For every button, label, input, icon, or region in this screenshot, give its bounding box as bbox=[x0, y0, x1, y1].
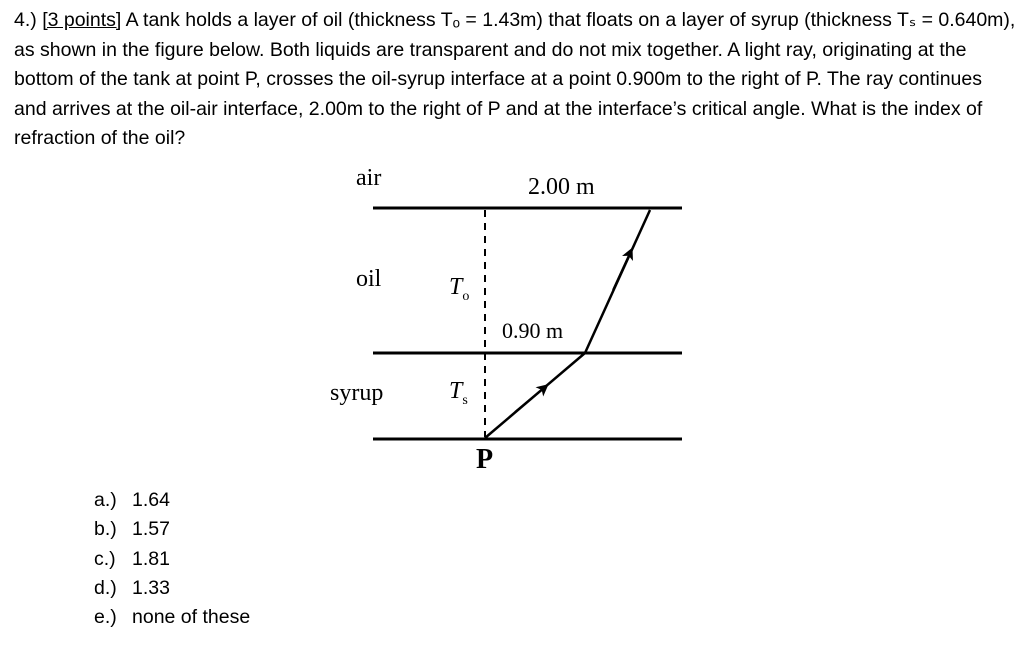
air-label: air bbox=[356, 165, 382, 191]
question-body: A tank holds a layer of oil (thickness Tₒ = 1.43m) that floats on a layer of syrup (thickness Tₛ = 0.640m), as shown in the figure below. Both liquids are transparent and do not mix together. A light ray, originating at the bottom of the tank at point P, crosses the oil-syrup interface at a point 0.900m to the right of P. The ray continues and arrives at the oil-air interface, 2.00m to the right of P and at the interface’s critical angle. What is the index of refraction of the oil? bbox=[14, 9, 1016, 149]
distance-label-mid: 0.90 m bbox=[502, 318, 564, 343]
question-text-block bbox=[14, 6, 1019, 154]
question-points: [3 points] bbox=[42, 9, 122, 31]
answer-option bbox=[94, 515, 250, 544]
answer-option bbox=[94, 545, 250, 574]
oil-thickness-label: $T_o$ bbox=[449, 274, 470, 304]
answer-option bbox=[94, 486, 250, 515]
option-letter: d.) bbox=[94, 576, 117, 599]
option-text: 1.33 bbox=[132, 576, 170, 599]
option-letter: e.) bbox=[94, 606, 117, 629]
option-letter: a.) bbox=[94, 489, 117, 511]
ray-oil-arrow bbox=[613, 253, 630, 290]
option-text: 1.57 bbox=[132, 518, 170, 541]
ray-syrup-arrow bbox=[515, 388, 544, 412]
option-letter: c.) bbox=[94, 547, 116, 570]
answer-option bbox=[94, 574, 250, 603]
question-number: 4.) bbox=[14, 9, 37, 31]
option-text: none of these bbox=[132, 606, 251, 629]
point-p-label: P bbox=[476, 444, 494, 475]
distance-label-top: 2.00 m bbox=[528, 174, 595, 200]
syrup-label: syrup bbox=[330, 380, 384, 406]
option-text: 1.64 bbox=[132, 489, 170, 511]
oil-label: oil bbox=[356, 266, 382, 292]
tank-figure bbox=[300, 160, 700, 490]
syrup-thickness-label: $T_s$ bbox=[449, 378, 468, 408]
answer-options bbox=[94, 486, 250, 632]
option-text: 1.81 bbox=[132, 547, 170, 570]
option-letter: b.) bbox=[94, 518, 117, 541]
answer-option bbox=[94, 603, 250, 632]
